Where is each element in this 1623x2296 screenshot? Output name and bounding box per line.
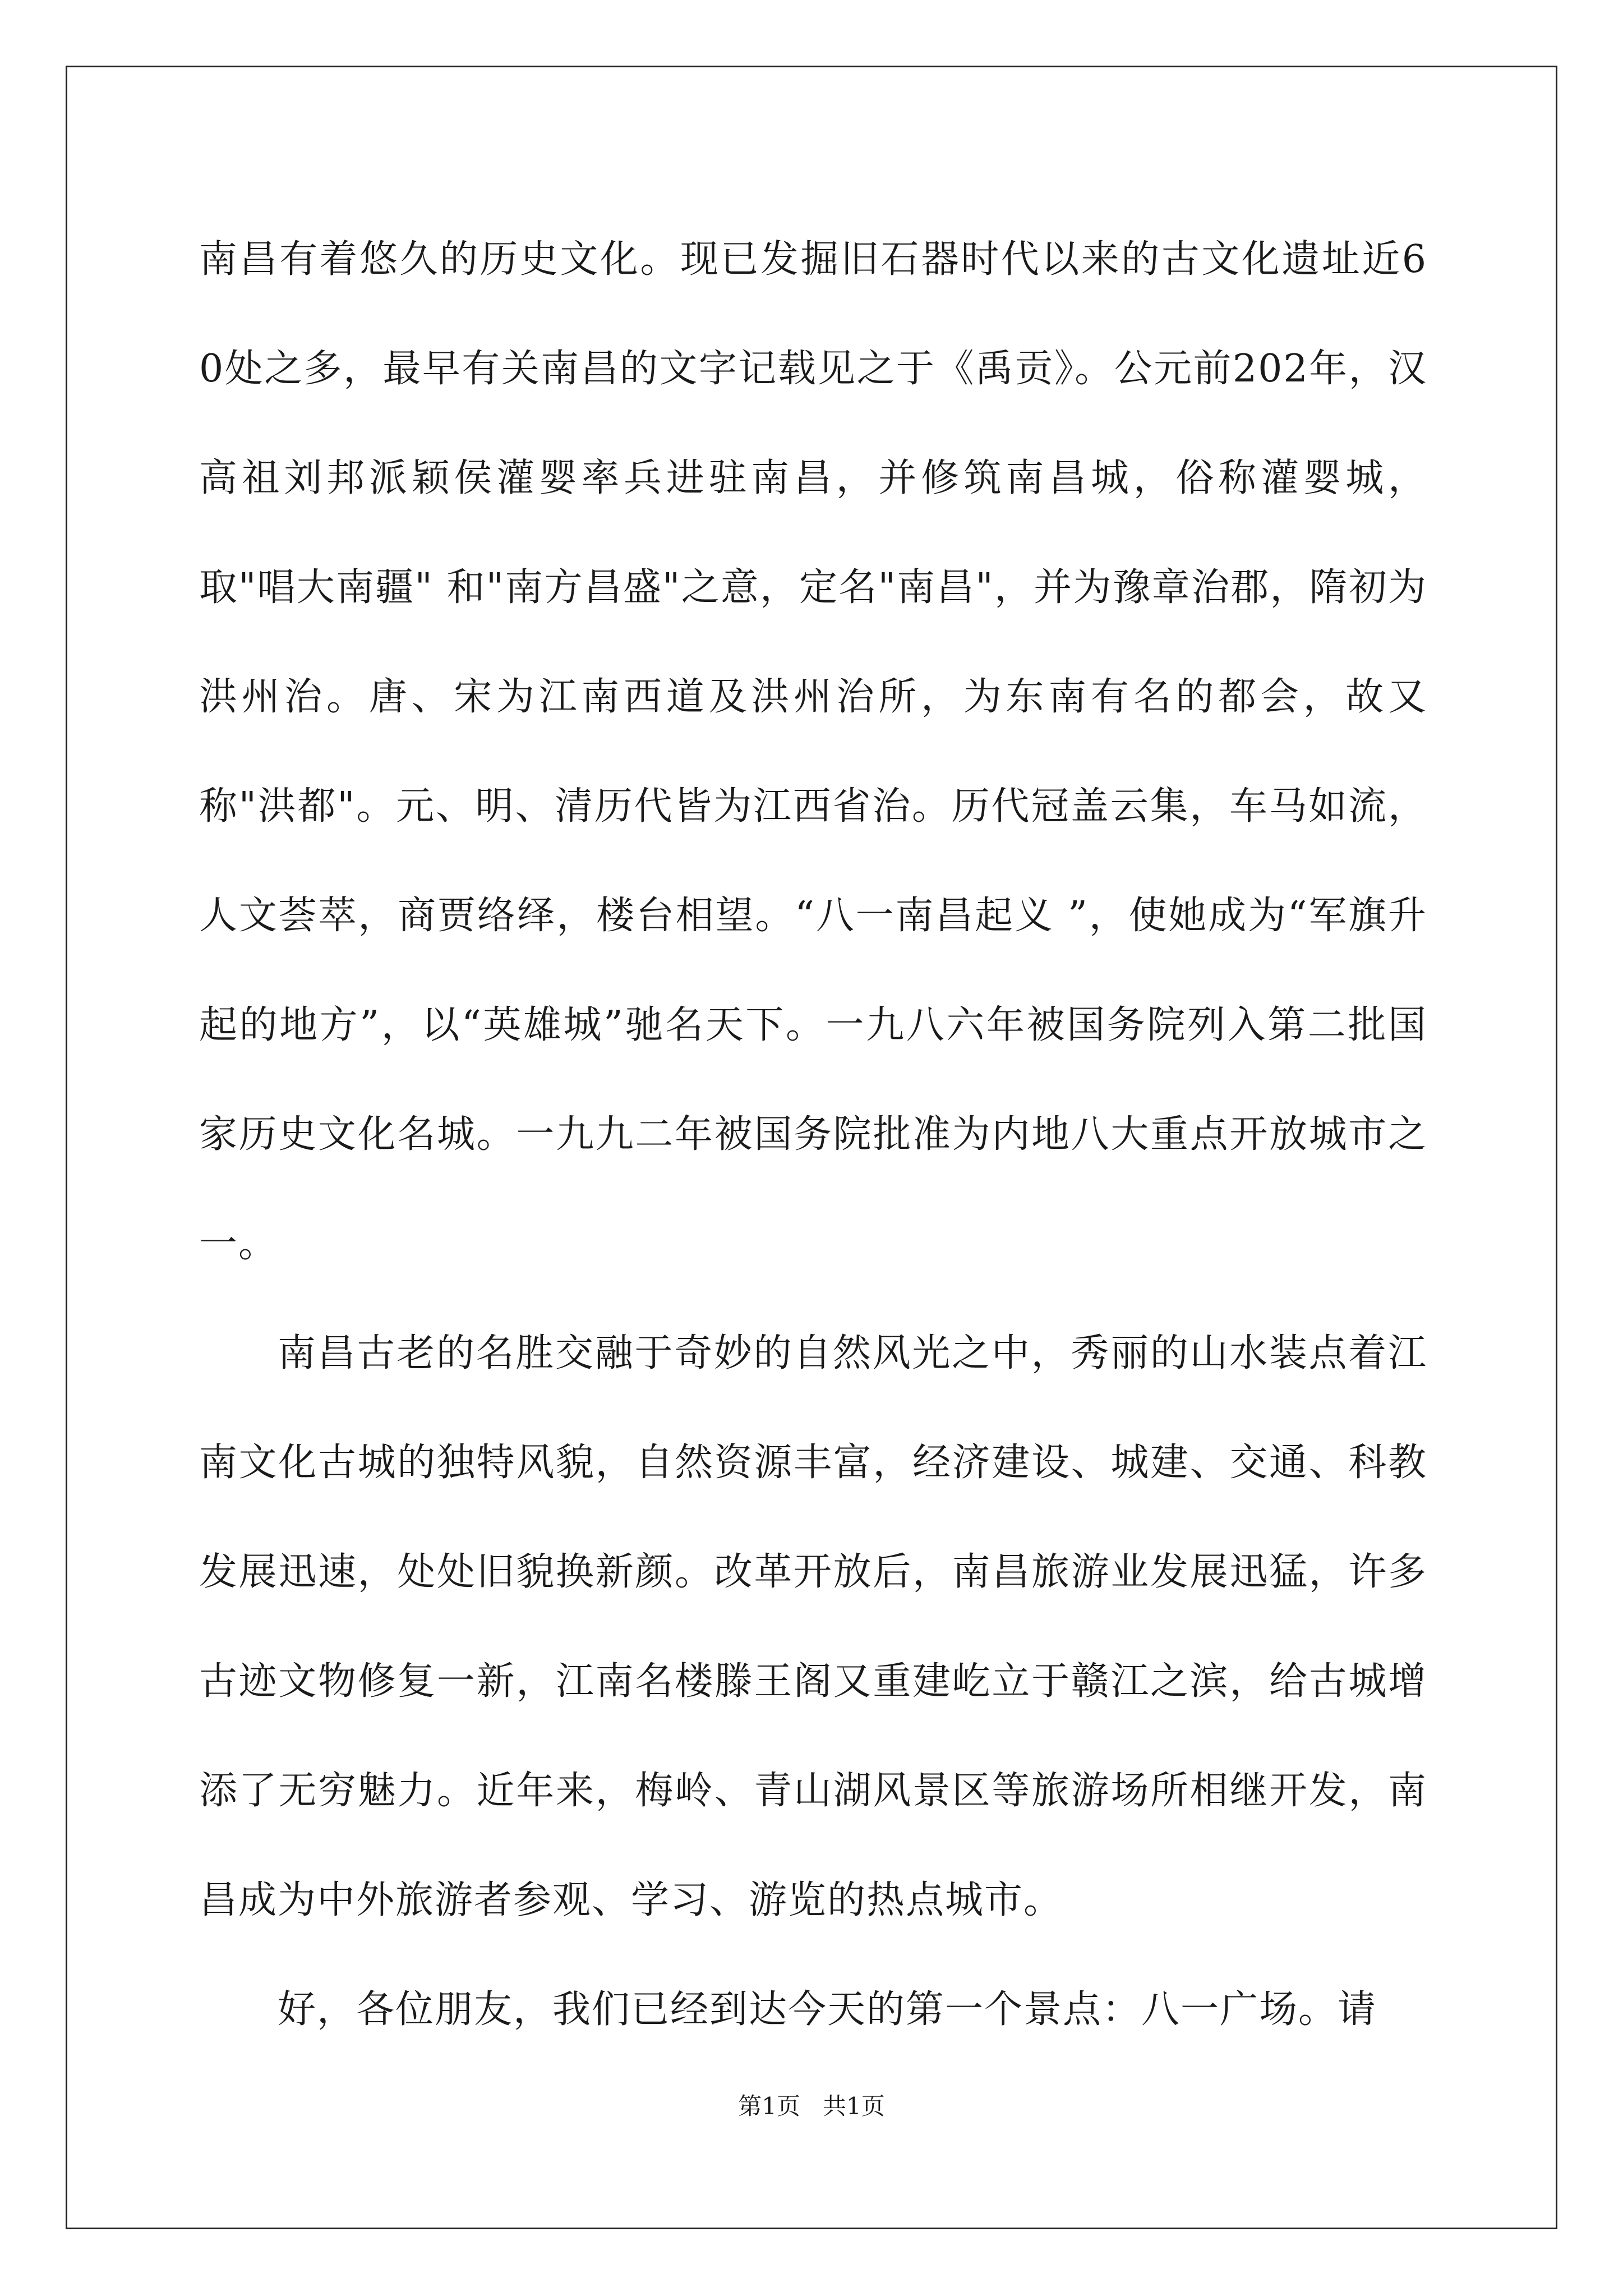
paragraph-scenery: 南昌古老的名胜交融于奇妙的自然风光之中，秀丽的山水装点着江南文化古城的独特风貌，自然资源丰富，经济建设、城建、交通、科教发展迅速，处处旧貌换新颜。改革开放后，南昌旅游业发展迅猛，许多古迹文物修复一新，江南名楼滕王阁又重建屹立于赣江之滨，给古城增添了无穷魅力。近年来，梅岭、青山湖风景区等旅游场所相继开发，南昌成为中外旅游者参观、学习、游览的热点城市。	[199, 1331, 1427, 1922]
paragraph-bayi-square: 好，各位朋友，我们已经到达今天的第一个景点：八一广场。请	[278, 1987, 1377, 2032]
page-total: 共1页	[823, 2092, 885, 2120]
page-number: 第1页	[738, 2092, 800, 2120]
paragraph-history: 南昌有着悠久的历史文化。现已发掘旧石器时代以来的古文化遗址近60处之多，最早有关南昌的文字记载见之于《禹贡》。公元前202年，汉高祖刘邦派颖侯灌婴率兵进驻南昌，并修筑南昌城，俗称灌婴城，取"唱大南疆" 和"南方昌盛"之意，定名"南昌"，并为豫章治郡，隋初为洪州治。唐、宋为江南西道及洪州治所，为东南有名的都会，故又称"洪都"。元、明、清历代皆为江西省治。历代冠盖云集，车马如流，人文荟萃，商贾络绎，楼台相望。“八一南昌起义 ”，使她成为“军旗升起的地方”，以“英雄城”驰名天下。一九八六年被国务院列入第二批国家历史文化名城。一九九二年被国务院批准为内地八大重点开放城市之一。	[199, 237, 1428, 1266]
page-footer	[0, 2090, 1623, 2123]
document-body	[199, 205, 1427, 2064]
